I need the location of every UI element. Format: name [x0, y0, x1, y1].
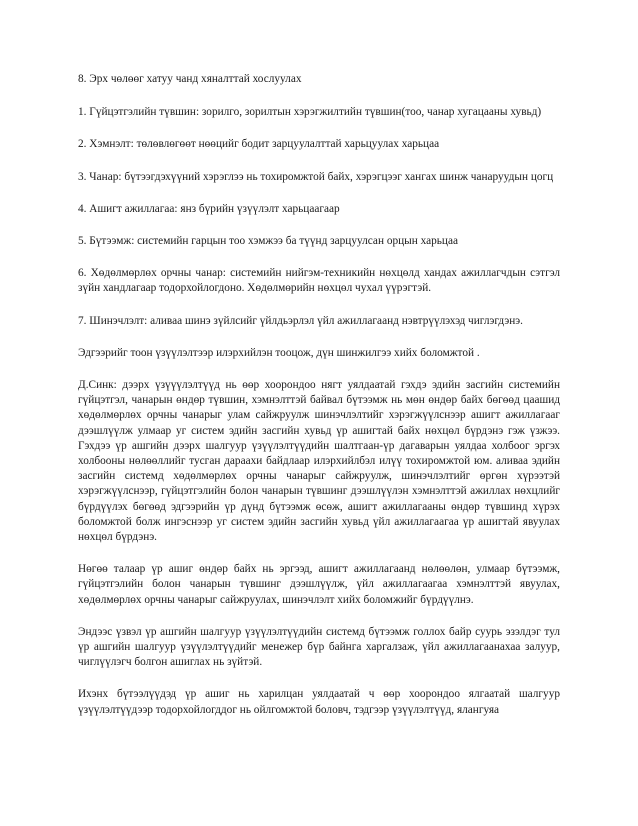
paragraph-item-2: 2. Хэмнэлт: төлөвлөгөөт нөөцийг бодит зарцуулалттай харьцуулах харьцаа [78, 138, 440, 151]
paragraph-item-4: 4. Ашигт ажиллагаа: янз бүрийн үзүүлэлт харьцаагаар [78, 202, 340, 215]
paragraph-conclusion: Эндээс үзвэл үр ашгийн шалгуур үзүүлэлтүүдийн системд бүтээмж голлох байр суурь эзэлдэг тул үр ашгийн шалгуур үзүүлэлтүүдийг менежер бүр байнга харгалзаж, үйл ажиллагаанахаа залуур, чиглүүлэгч болгон ашиглах нь зүйтэй. [78, 625, 560, 669]
paragraph-sink: Д.Синк: дээрх үзүүүлэлтүүд нь өөр хоорондоо нягт уялдаатай гэхдэ эдийн засгийн системийн гүйцэтгэл, чанарын өндөр түвшин, хэмнэлттэй байвал бүтээмж нь мөн өндөр байх бөгөөд цаашид хөдөлмөрлөх орчны чанарыг улам сайжруулж шинэчлэлтийг хэрэгжүүлснээр ашигт ажиллагааг дээшлүүлж улмаар уг систем эдийн засгийн хувьд үр ашигтай байх нөхцөл бүрдэнэ гэж үзжээ. Гэхдээ үр ашгийн дээрх шалгуур үзүүлэлтүүдийн шалтгаан-үр дагаварын уялдаа холбоог эргэх холбооны нөлөөллийг тусган дараахи байдлаар илэрхийлбэл илүү тохиромжтой юм. аливаа эдийн засгийн системд хөдөлмөрлөх орчны чанарыг сайжруулж, шинэчлэлтийг өргөн хүрээтэй хэрэгжүүлснээр, гүйцэтгэлийн болон чанарын түвшинг дээшлүүлэн хэмнэлттэй ажиллах нөхцлийг бүрдүүлэх бөгөөд эдгээрийн үр дүнд бүтээмж өсөж, ашигт ажиллагааны өндөр түвшинд хүрэх боломжтой болж ингэснээр уг систем эдийн засгийн хувьд үйл ажиллагаагаа үр ашигтай явуулах нөхцөл бүрдэнэ. [78, 379, 560, 544]
paragraph-item-6: 6. Хөдөлмөрлөх орчны чанар: системийн нийгэм-техникийн нөхцөлд хандах ажиллагчдын сэтгэл зүйн хандлагаар тодорхойлогдоно. Хөдөлмөрийн нөхцөл чухал үүрэгтэй. [78, 267, 560, 295]
paragraph-item-7: 7. Шинэчлэлт: аливаа шинэ зүйлсийг үйлдьэрлэл үйл ажиллагаанд нэвтрүүлэхэд чиглэгдэнэ. [78, 314, 523, 327]
paragraph-heading-8: 8. Эрх чөлөөг хатуу чанд хяналттай хослуулах [78, 73, 302, 85]
paragraph-continuation: Ихэнх бүтээлүүдэд үр ашиг нь харилцан уялдаатай ч өөр хоорондоо ялгаатай шалгуур үзүүлэлтүүдээр тодорхойлогддог нь ойлгомжтой боловч, тэдгээр үзүүлэлтүүд, ялангуяа [78, 688, 560, 716]
paragraph-summary: Эдгээрийг тоон үзүүлэлтээр илэрхийлэн тооцож, дүн шинжилгээ хийх боломжтой . [78, 346, 480, 359]
paragraph-item-3: 3. Чанар: бүтээгдэхүүний хэрэглээ нь тохиромжтой байх, хэрэгцээг хангах шинж чанаруудын цогц [78, 170, 554, 183]
paragraph-item-5: 5. Бүтээмж: системийн гарцын тоо хэмжээ ба түүнд зарцуулсан орцын харьцаа [78, 235, 459, 248]
paragraph-item-1: 1. Гүйцэтгэлийн түвшин: зорилго, зорилтын хэрэгжилтийн түвшин(тоо, чанар хугацааны хувьд) [78, 106, 542, 119]
paragraph-other-side: Нөгөө талаар үр ашиг өндөр байх нь эргээд, ашигт ажиллагаанд нөлөөлөн, улмаар бүтээмж, гүйцэтгэлийн болон чанарын түвшинг дээшлүүлж, үйл ажиллагаагаа хэмнэлттэй явуулах, хөдөлмөрлөх орчны чанарыг сайжруулах, шинэчлэлт хийх боломжийг бүрдүүлнэ. [78, 563, 560, 606]
